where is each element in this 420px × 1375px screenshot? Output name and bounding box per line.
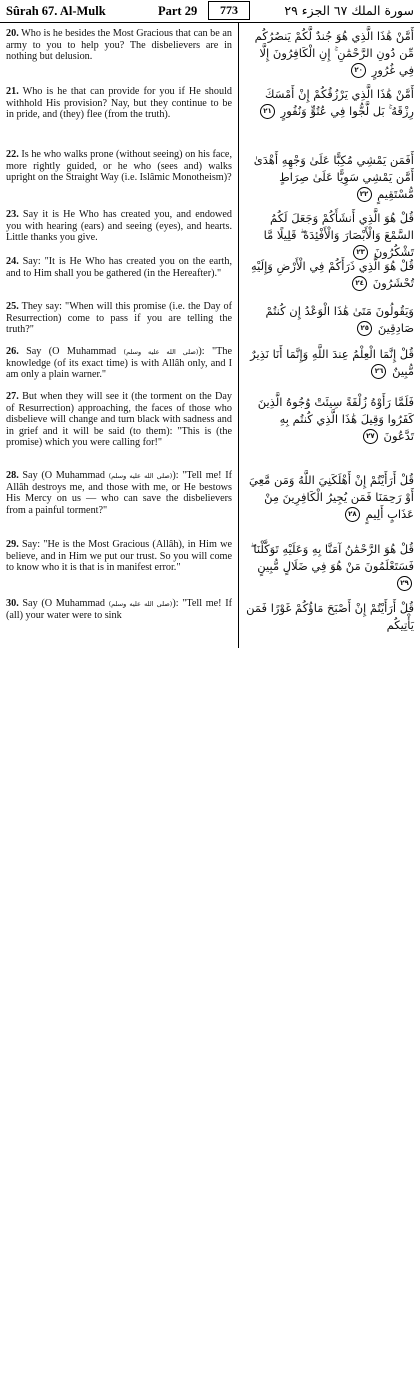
verse-number: 30.	[6, 598, 19, 609]
verse-text: ): "Tell me! If Allâh destroys me, and those with me, or He bestows His Mercy on us — who can save the disbelievers from a painful torment?"	[6, 470, 232, 516]
verse-23-arabic	[246, 210, 414, 261]
verse-number: 28.	[6, 470, 19, 481]
verse-24-translation	[6, 256, 232, 279]
verse-text: Say (O Muhammad	[18, 598, 109, 609]
arabic-text: قُلْ هُوَ الرَّحْمَٰنُ آمَنَّا بِهِ وَعَلَيْهِ تَوَكَّلْنَا ۖ فَسَتَعْلَمُونَ مَنْ هُوَ فِي ضَلَالٍ مُّبِينٍ	[250, 542, 414, 573]
verse-text: ): "Tell me! If (all) your water were to sink	[6, 598, 232, 621]
verse-text: They say: "When will this promise (i.e. the Day of Resurrection) come to pass if you are telling the truth?"	[6, 301, 232, 336]
ayah-marker: ٢٥	[357, 321, 372, 336]
verse-27-arabic	[246, 394, 414, 445]
arabic-text: قُلْ هُوَ الَّذِي ذَرَأَكُمْ فِي الْأَرْضِ وَإِلَيْهِ تُحْشَرُونَ	[250, 259, 414, 290]
arabic-text: فَلَمَّا رَأَوْهُ زُلْفَةً سِيئَتْ وُجُوهُ الَّذِينَ كَفَرُوا وَقِيلَ هَٰذَا الَّذِي كُنتُم بِهِ تَدَّعُونَ	[257, 395, 414, 443]
verse-25-translation	[6, 301, 232, 336]
verse-number: 26.	[6, 346, 19, 357]
verse-text: Say: "It is He Who has created you on the earth, and to Him shall you be gathered (in the Hereafter)."	[6, 256, 232, 279]
arabic-text: أَمَّنْ هَٰذَا الَّذِي يَرْزُقُكُمْ إِنْ أَمْسَكَ رِزْقَهُ ۚ بَل لَّجُّوا فِي عُتُوٍّ وَنُفُورٍ	[265, 87, 414, 118]
verse-number: 20.	[6, 28, 19, 39]
verse-text: Who is he that can provide for you if He should withhold His provision? Nay, but they continue to be in pride, and (they) flee (from the truth).	[6, 86, 232, 121]
arabic-text: وَيَقُولُونَ مَتَىٰ هَٰذَا الْوَعْدُ إِن كُنتُمْ صَادِقِينَ	[265, 304, 414, 335]
ayah-marker: ٢٤	[352, 276, 367, 291]
arabic-text: أَمَّنْ هَٰذَا الَّذِي هُوَ جُندٌ لَّكُمْ يَنصُرُكُم مِّن دُونِ الرَّحْمَٰنِ ۚ إِنِ الْكَافِرُونَ إِلَّا فِي غُرُورٍ	[254, 29, 414, 77]
arabic-text: قُلْ أَرَأَيْتُمْ إِنْ أَصْبَحَ مَاؤُكُمْ غَوْرًا فَمَن يَأْتِيكُم	[246, 601, 414, 632]
verse-number: 24.	[6, 256, 19, 267]
verse-30-translation	[6, 598, 232, 621]
verse-23-translation	[6, 209, 232, 244]
verse-22-translation	[6, 149, 232, 184]
verse-text: Say (O Muhammad	[18, 470, 109, 481]
pbuh-honorific: (صلى الله عليه وسلم)	[108, 472, 173, 480]
verse-text: Is he who walks prone (without seeing) on his face, more rightly guided, or he who (sees and) walks upright on the Straight Way (i.e. Islâmic Monotheism)?	[6, 149, 232, 184]
verse-24-arabic	[246, 258, 414, 292]
verse-21-translation	[6, 86, 232, 121]
verse-text: Say it is He Who has created you, and endowed you with hearing (ears) and seeing (eyes), and hearts. Little thanks you give.	[6, 209, 232, 244]
verse-number: 27.	[6, 391, 19, 402]
verse-20-arabic	[246, 28, 414, 79]
part-label: Part 29	[158, 4, 198, 18]
column-divider	[238, 22, 239, 648]
verse-26-translation	[6, 346, 232, 381]
ayah-marker: ٢٧	[363, 429, 378, 444]
verse-28-translation	[6, 470, 232, 516]
ayah-marker: ٢٩	[397, 576, 412, 591]
verse-text: Say: "He is the Most Gracious (Allâh), in Him we believe, and in Him we put our trust. So you will come to know who it is that is in manifest error."	[6, 539, 232, 574]
ayah-marker: ٢٦	[371, 364, 386, 379]
verse-number: 21.	[6, 86, 19, 97]
verse-28-arabic	[246, 472, 414, 523]
verse-29-translation	[6, 539, 232, 574]
verse-number: 25.	[6, 301, 19, 312]
pbuh-honorific: (صلى الله عليه وسلم)	[108, 600, 173, 608]
verse-text: ): "The knowledge (of its exact time) is with Allâh only, and I am only a plain warner."	[6, 346, 232, 381]
arabic-text: قُلْ إِنَّمَا الْعِلْمُ عِندَ اللَّهِ وَإِنَّمَا أَنَا نَذِيرٌ مُّبِينٌ	[250, 347, 414, 378]
verse-text: But when they will see it (the torment on the Day of Resurrection) approaching, the faces of those who disbelieve will change and turn black with sadness and in grief and it will be said (to them): "This is (the promise) which you were calling for!"	[6, 391, 232, 449]
pbuh-honorific: (صلى الله عليه وسلم)	[123, 348, 199, 356]
arabic-text: قُلْ هُوَ الَّذِي أَنشَأَكُمْ وَجَعَلَ لَكُمُ السَّمْعَ وَالْأَبْصَارَ وَالْأَفْئِدَةَ ۖ قَلِيلًا مَّا تَشْكُرُونَ	[263, 211, 414, 259]
verse-29-arabic	[246, 541, 414, 592]
verse-text: Say (O Muhammad	[18, 346, 124, 357]
verse-21-arabic	[246, 86, 414, 120]
verse-20-translation	[6, 28, 232, 63]
ayah-marker: ٢٣	[353, 245, 368, 260]
arabic-header: سورة الملك ٦٧ الجزء ٢٩	[284, 3, 414, 18]
surah-title: Sûrah 67. Al-Mulk	[6, 4, 106, 18]
verse-30-arabic	[246, 600, 414, 634]
verse-number: 29.	[6, 539, 19, 550]
ayah-marker: ٢٨	[345, 507, 360, 522]
verse-26-arabic	[246, 346, 414, 380]
page-number: 773	[208, 1, 250, 20]
verse-22-arabic	[246, 152, 414, 203]
verse-27-translation	[6, 391, 232, 449]
verse-number: 22.	[6, 149, 19, 160]
arabic-text: أَفَمَن يَمْشِي مُكِبًّا عَلَىٰ وَجْهِهِ أَهْدَىٰ أَمَّن يَمْشِي سَوِيًّا عَلَىٰ صِرَاطٍ مُّسْتَقِيمٍ	[253, 153, 414, 201]
ayah-marker: ٢٢	[357, 187, 372, 202]
verse-text: Who is he besides the Most Gracious that can be an army to you to help you? The disbelievers are in nothing but delusion.	[6, 28, 232, 63]
arabic-text: قُلْ أَرَأَيْتُمْ إِنْ أَهْلَكَنِيَ اللَّهُ وَمَن مَّعِيَ أَوْ رَحِمَنَا فَمَن يُجِيرُ الْكَافِرِينَ مِنْ عَذَابٍ أَلِيمٍ	[249, 473, 414, 521]
verse-number: 23.	[6, 209, 19, 220]
verse-25-arabic	[246, 303, 414, 337]
ayah-marker: ٢١	[260, 104, 275, 119]
page-header	[0, 0, 420, 23]
ayah-marker: ٢٠	[351, 63, 366, 78]
